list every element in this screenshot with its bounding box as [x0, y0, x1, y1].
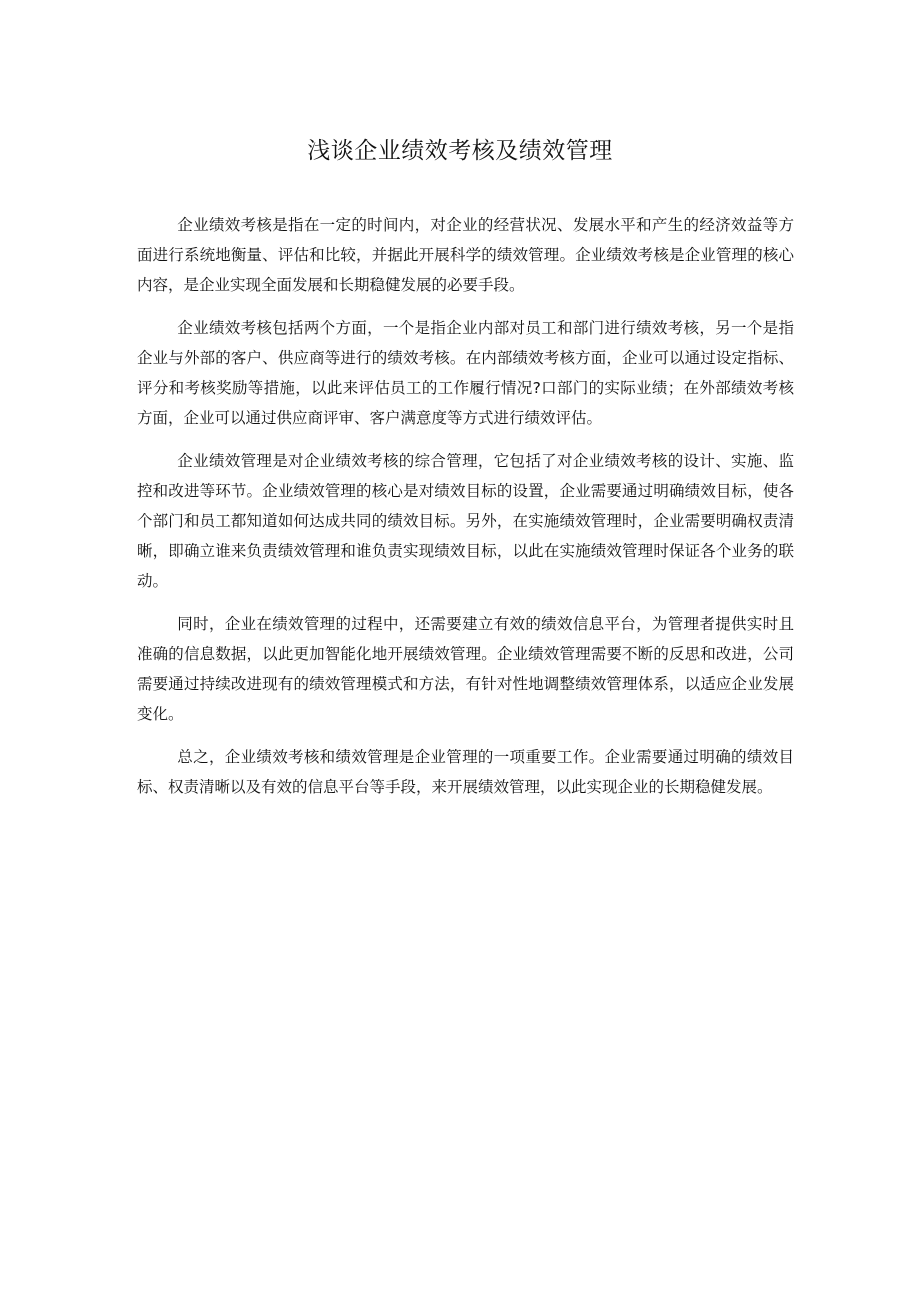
paragraph-3: 企业绩效管理是对企业绩效考核的综合管理，它包括了对企业绩效考核的设计、实施、监控和改进等环节。企业绩效管理的核心是对绩效目标的设置，企业需要通过明确绩效目标，使各个部门和员工都知道如何达成共同的绩效目标。另外，在实施绩效管理时，企业需要明确权责清晰，即确立谁来负责绩效管理和谁负责实现绩效目标，以此在实施绩效管理时保证各个业务的联动。 — [137, 452, 794, 590]
document-title: 浅谈企业绩效考核及绩效管理 — [307, 138, 613, 164]
document-body — [137, 210, 794, 815]
paragraph-5: 总之，企业绩效考核和绩效管理是企业管理的一项重要工作。企业需要通过明确的绩效目标、权责清晰以及有效的信息平台等手段，来开展绩效管理，以此实现企业的长期稳健发展。 — [137, 748, 794, 796]
paragraph-2: 企业绩效考核包括两个方面，一个是指企业内部对员工和部门进行绩效考核，另一个是指企业与外部的客户、供应商等进行的绩效考核。在内部绩效考核方面，企业可以通过设定指标、评分和考核奖励等措施，以此来评估员工的工作履行情况?口部门的实际业绩；在外部绩效考核方面，企业可以通过供应商评审、客户满意度等方式进行绩效评估。 — [137, 319, 794, 427]
paragraph-4: 同时，企业在绩效管理的过程中，还需要建立有效的绩效信息平台，为管理者提供实时且准确的信息数据，以此更加智能化地开展绩效管理。企业绩效管理需要不断的反思和改进，公司需要通过持续改进现有的绩效管理模式和方法，有针对性地调整绩效管理体系，以适应企业发展变化。 — [137, 615, 794, 723]
paragraph-1: 企业绩效考核是指在一定的时间内，对企业的经营状况、发展水平和产生的经济效益等方面进行系统地衡量、评估和比较，并据此开展科学的绩效管理。企业绩效考核是企业管理的核心内容，是企业实现全面发展和长期稳健发展的必要手段。 — [137, 216, 794, 294]
